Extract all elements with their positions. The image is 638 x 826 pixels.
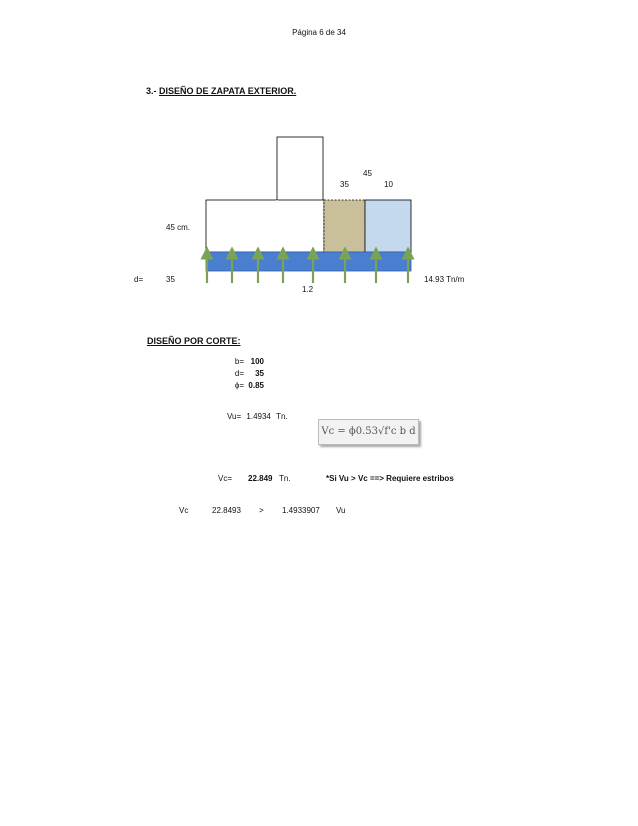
b-label: b= [234, 357, 244, 366]
cmp-operator: > [259, 506, 264, 515]
footing-body [206, 200, 324, 252]
vu-label: Vu= [227, 412, 242, 421]
load-label: 14.93 Tn/m [424, 275, 465, 284]
base-pressure-strip [206, 252, 411, 271]
cmp-left-value: 22.8493 [212, 506, 241, 515]
corte-heading: DISEÑO POR CORTE: [147, 336, 241, 346]
vc-label: Vc= [218, 474, 233, 483]
stirrup-note: *Si Vu > Vc ==> Requiere estribos [326, 474, 454, 483]
dim-left: 35 [340, 180, 349, 189]
section-number: 3.- [146, 86, 157, 96]
dim-top: 45 [363, 169, 372, 178]
vc-unit: Tn. [279, 474, 291, 483]
column-stem [277, 137, 323, 201]
vu-unit: Tn. [276, 412, 288, 421]
vu-row [227, 412, 288, 421]
depth-label: 45 cm. [166, 223, 191, 232]
width-label: 1.2 [302, 285, 314, 294]
vc-value: 22.849 [248, 474, 273, 483]
cmp-right-label: Vu [336, 506, 346, 515]
zone-blue [365, 200, 411, 252]
footing-drawing [0, 0, 638, 300]
d-field-value: 35 [255, 369, 264, 378]
phi-label: ϕ= [234, 381, 244, 390]
section-title: DISEÑO DE ZAPATA EXTERIOR. [159, 86, 297, 96]
cmp-right-value: 1.4933907 [282, 506, 320, 515]
d-field-label: d= [234, 369, 244, 378]
page-number: Página 6 de 34 [292, 28, 346, 37]
d-label: d= [134, 275, 144, 284]
vu-value: 1.4934 [246, 412, 271, 421]
d-value: 35 [166, 275, 175, 284]
cmp-left-label: Vc [179, 506, 189, 515]
phi-value: 0.85 [248, 381, 264, 390]
shear-formula: Vc = ϕ0.53√f'c b d [318, 419, 419, 445]
zone-tan [324, 200, 365, 252]
dim-right: 10 [384, 180, 393, 189]
b-value: 100 [250, 357, 264, 366]
